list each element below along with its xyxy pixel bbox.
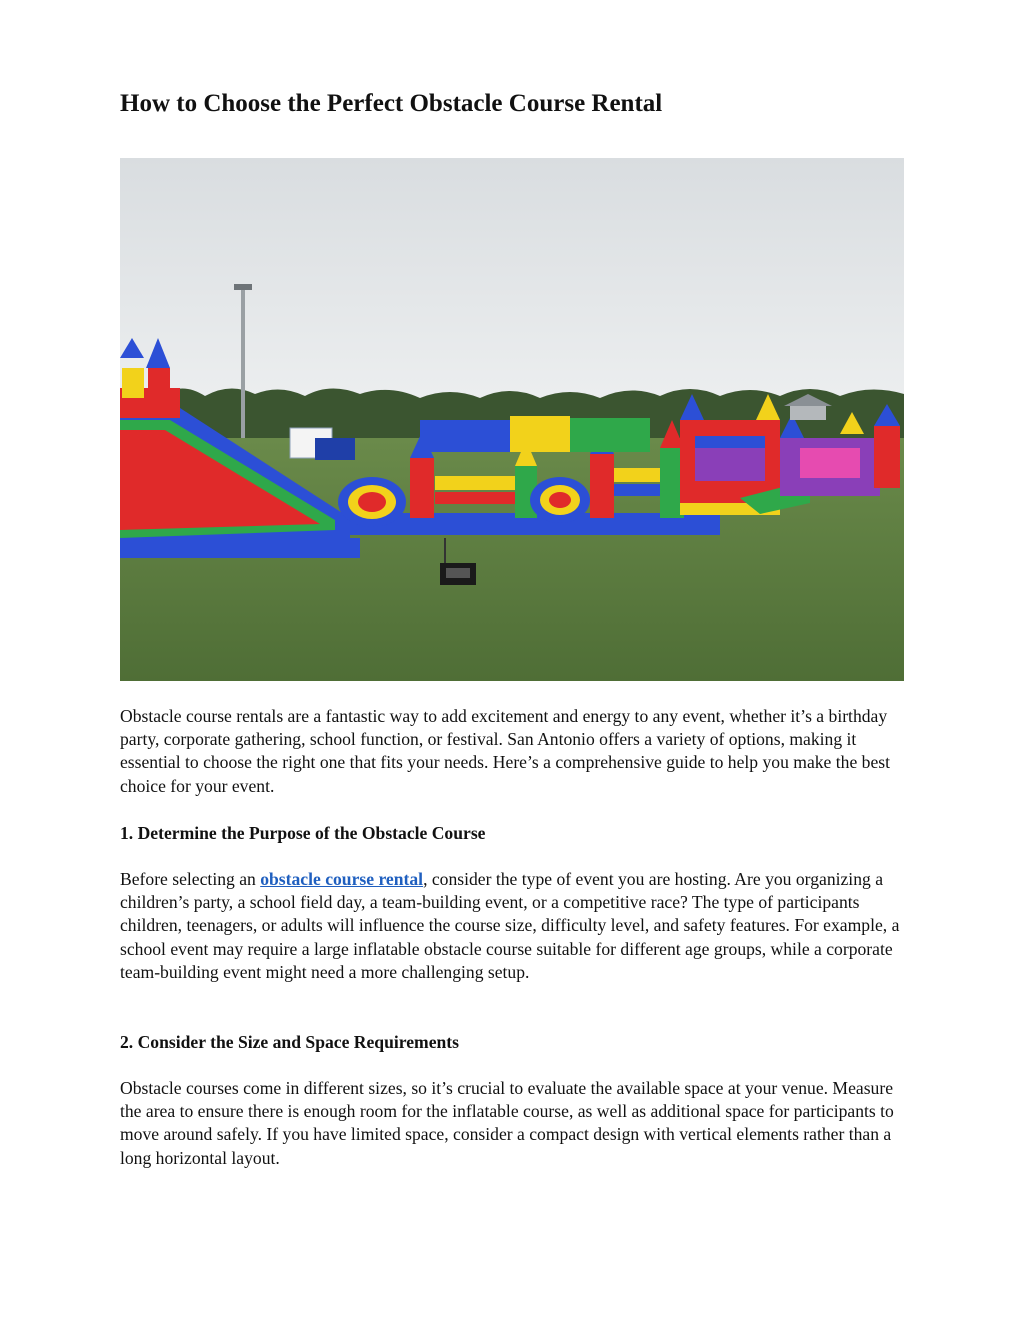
obstacle-course-rental-link[interactable]: obstacle course rental — [260, 869, 424, 889]
section-2-paragraph: Obstacle courses come in different sizes, so it’s crucial to evaluate the available space at your venue. Measure the area to ensure there is enough room for the inflatable course, as well as additional space for participants to move around safely. If you have limited space, consider a compact design with vertical elements rather than a long horizontal layout. — [120, 1078, 894, 1168]
section-2-heading: 2. Consider the Size and Space Requirements — [120, 1032, 460, 1052]
section-1-text-end: , consider the type of event you are hosting. Are you organizing a children’s party, a school field day, a team-building event, or a competitive race? The type of participants children, teenagers, or adults will influence the course size, difficulty level, and safety features. For example, a school event may require a large inflatable obstacle course suitable for different age groups, while a corporate team-building event might need a more challenging setup. — [120, 869, 900, 982]
sky — [120, 158, 904, 428]
section-1-text-start: Before selecting an — [120, 869, 261, 889]
section-1-heading: 1. Determine the Purpose of the Obstacle Course — [120, 823, 486, 843]
section-1-paragraph — [120, 868, 910, 984]
intro-paragraph: Obstacle course rentals are a fantastic way to add excitement and energy to any event, whether it’s a birthday party, corporate gathering, school function, or festival. San Antonio offers a variety of options, making it essential to choose the right one that fits your needs. Here’s a comprehensive guide to help you make the best choice for your event. — [120, 706, 891, 796]
light-pole — [241, 290, 245, 440]
page-title: How to Choose the Perfect Obstacle Course Rental — [120, 90, 663, 117]
hero-image — [120, 158, 904, 681]
